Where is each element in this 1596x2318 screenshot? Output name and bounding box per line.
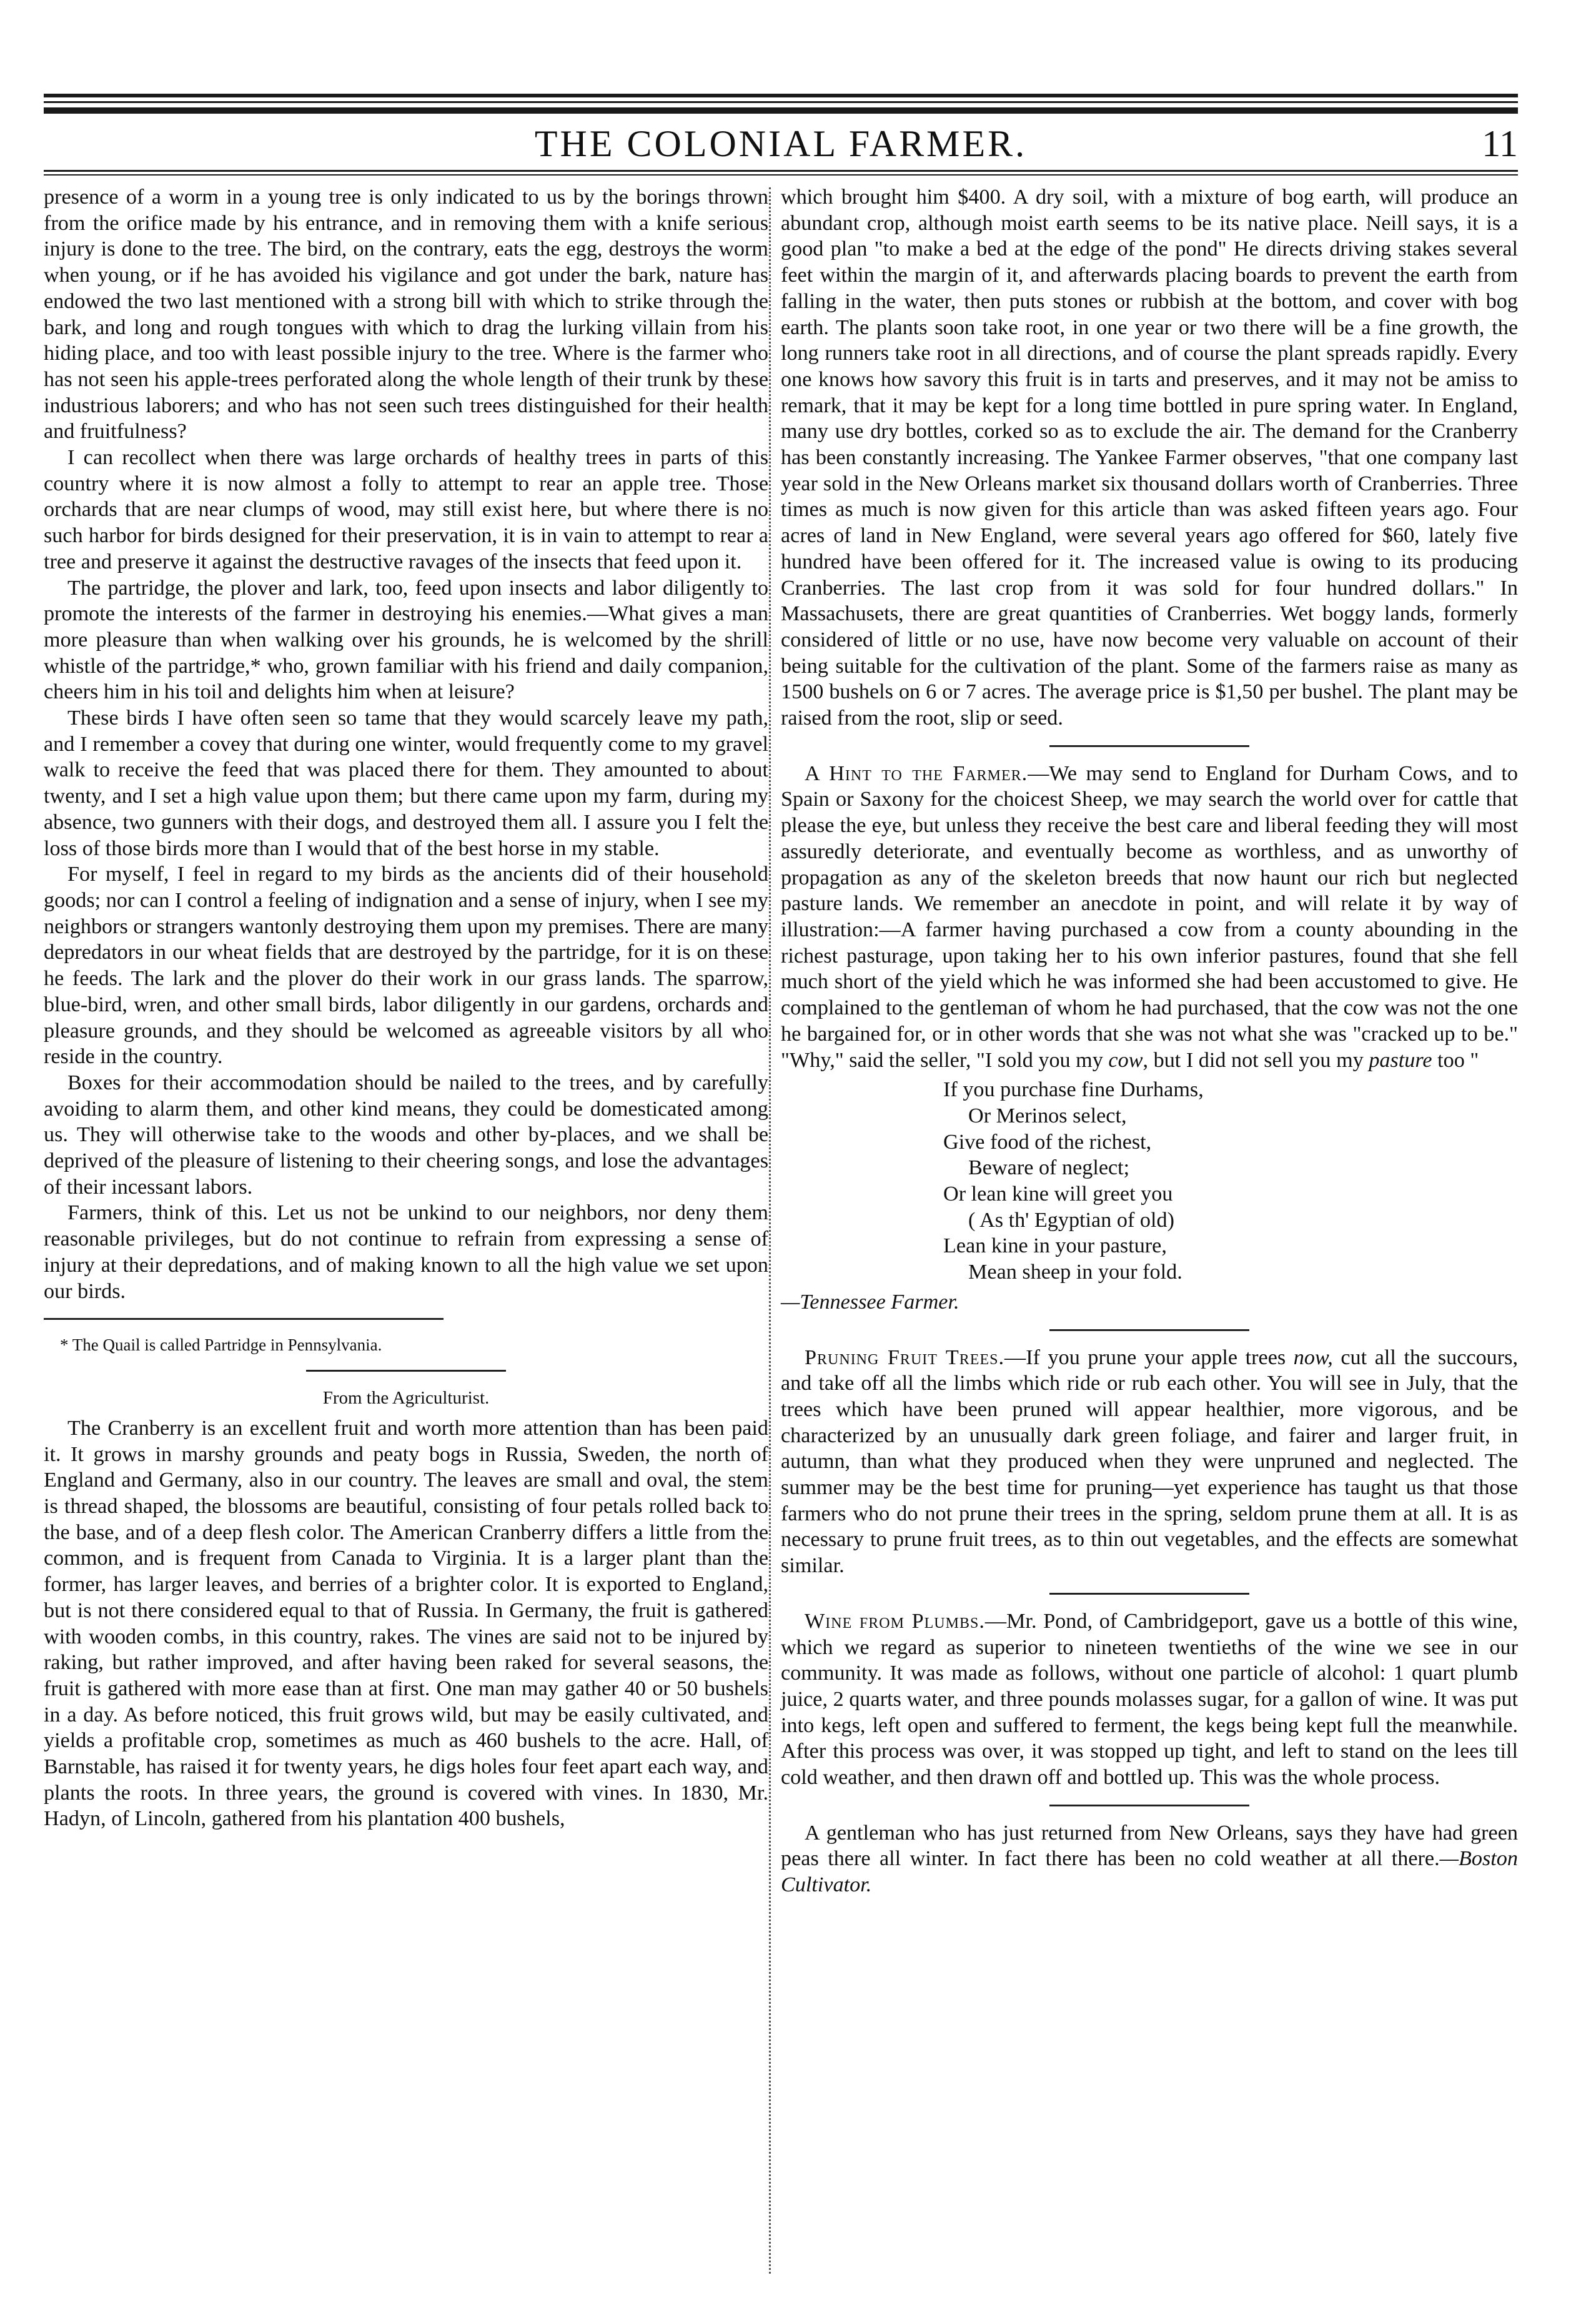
header-rule [44, 170, 1518, 172]
poem-line: Beware of neglect; [968, 1156, 1130, 1180]
poem-line: If you purchase fine Durhams, [943, 1078, 1204, 1102]
article-birds-paragraph: These birds I have often seen so tame that they would scarcely leave my path, and I remember a covey that during one winter, would frequently come to my gravel walk to receive the feed that was placed there for them. They amounted to about twenty, and I set a high value upon them; but there came upon my farm, during my absence, two gunners with their dogs, and destroyed them all. I assure you I felt the loss of those birds more than I would that of the best horse in my stable. [44, 706, 768, 860]
poem-line: Or lean kine will greet you [943, 1182, 1173, 1206]
article-cranberry-continued: which brought him $400. A dry soil, with a mixture of bog earth, will produce an abundant crop, although moist earth seems to be its native place. Neill says, it is a good plan "to make a bed at the edge of the pond" He directs driving stakes several feet within the margin of it, and afterwards placing boards to prevent the earth from falling in the water, then puts stones or rubbish at the bottom, and cover with bog earth. The plants soon take root, in one year or two there will be a fine growth, the long runners take root in all directions, and of course the plant spreads rapidly. Every one knows how savory this fruit is in tarts and preserves, and it may not be amiss to remark, that it may be kept for a long time bottled in pure spring water. In England, many use dry bottles, corked so as to exclude the air. The demand for the Cranberry has been constantly increasing. The Yankee Farmer observes, "that one company last year sold in the New Orleans market six thousand dollars worth of Cranberries. Three times as much is now given for this article than was asked fifteen years ago. Four acres of land in New England, were several years ago offered for $60, lately five hundred have been offered for it. The increased value is owing to its producing Cranberries. The last crop from it was sold for four hundred dollars." In Massachusets, there are great quantities of Cranberries. Wet boggy lands, formerly considered of little or no use, have now become very valuable on account of their being suitable for the cultivation of the plant. Some of the farmers raise as many as 1500 bushels on 6 or 7 acres. The average price is $1,50 per bushel. The plant may be raised from the root, slip or seed. [781, 186, 1518, 730]
poem-line: Mean sheep in your fold. [968, 1261, 1182, 1284]
page-header [44, 119, 1518, 169]
poem-line: Give food of the richest, [943, 1130, 1152, 1154]
header-rule-thin [44, 174, 1518, 176]
article-wine-paragraph: Wine from Plumbs.—Mr. Pond, of Cambridgeport, gave us a bottle of this wine, which we regard as superior to nineteen twentieths of the wine we see in our community. It was made as follows, without one particle of alcohol: 1 quart plumb juice, 2 quarts water, and three pounds molasses sugar, for a gallon of wine. It was put into kegs, left open and suffered to ferment, the kegs being kept full the meanwhile. After this process was over, it was stopped up tight, and left to stand on the lees till cold weather, and then drawn off and bottled up. This was the whole process. [781, 1609, 1518, 1790]
article-peas-paragraph: A gentleman who has just returned from New Orleans, says they have had green peas there all winter. In fact there has been no cold weather at all there.—Boston Cultivator. [781, 1821, 1518, 1897]
page-number: 11 [1482, 123, 1518, 164]
poem-line: Lean kine in your pasture, [943, 1234, 1167, 1258]
section-rule [1049, 745, 1249, 747]
poem-credit: —Tennessee Farmer. [781, 1290, 959, 1314]
article-birds-paragraph: Farmers, think of this. Let us not be unkind to our neighbors, nor deny them reasonable privileges, but do not continue to refrain from expressing a sense of injury at their depredations, and of making known to all the high value we set upon our birds. [44, 1201, 768, 1303]
page-title: THE COLONIAL FARMER. [534, 123, 1028, 164]
article-birds-paragraph: For myself, I feel in regard to my birds as the ancients did of their household goods; nor can I control a feeling of indignation and a sense of injury, when I see my neighbors or strangers wantonly destroying them upon my premises. There are many depredators in our wheat fields that are destroyed by the partridge, for it is on these he feeds. The lark and the plover do their work in our grass lands. The sparrow, blue-bird, wren, and other small birds, labor diligently in our gardens, orchards and pleasure grounds, and they should be welcomed as agreeable visitors by all who reside in the country. [44, 863, 768, 1069]
article-peas-credit: —Boston Cultivator. [781, 1847, 1518, 1897]
article-wine-heading: Wine from Plumbs. [805, 1609, 985, 1633]
section-rule [1049, 1805, 1249, 1806]
section-rule [1049, 1329, 1249, 1331]
section-rule [44, 1318, 444, 1320]
masthead-rule-thick [44, 94, 1518, 97]
poem-line: Or Merinos select, [968, 1104, 1127, 1127]
right-column [781, 184, 1518, 1898]
masthead-rule-heavy [44, 107, 1518, 114]
article-hint-paragraph: A Hint to the Farmer.—We may send to England for Durham Cows, and to Spain or Saxony for the choicest Sheep, we may search the world over for cattle that please the eye, but unless they receive the best care and liberal feeding they will most assuredly deteriorate, and eventually become as worthless, and as unworthy of propagation as any of the skeleton breeds that now haunt our rich but neglected pasture lands. We remember an anecdote in point, and will relate it by way of illustration:—A farmer having purchased a cow from a county abounding in the richest pasturage, upon taking her to his own inferior pastures, found that she fell much short of the yield which he was informed she had been accustomed to give. He complained to the gentleman of whom he had purchased, that the cow was not the one he bargained for, or in other words that she was not what she was "cracked up to be." "Why," said the seller, "I sold you my cow, but I did not sell you my pasture too " [781, 761, 1518, 1072]
column-divider [769, 187, 772, 2274]
article-hint-heading: A Hint to the Farmer. [805, 761, 1028, 785]
article-birds-paragraph: I can recollect when there was large orchards of healthy trees in parts of this country where it is now almost a folly to attempt to rear an apple tree. Those orchards that are near clumps of wood, may still exist here, but where there is no such harbor for birds designed for their preservation, it is in vain to attempt to rear a tree and preserve it against the destructive ravages of the insects that feed upon it. [44, 446, 768, 573]
article-pruning-heading: Pruning Fruit Trees. [805, 1345, 1004, 1369]
article-pruning-paragraph: Pruning Fruit Trees.—If you prune your apple trees now, cut all the succours, and take off all the limbs which ride or rub each other. You will see in July, that the trees which have been pruned will appear healthier, more vigorous, and be characterized by an unusually dark green foliage, and fairer and larger fruit, in autumn, than what they produced when they were unpruned and neglected. The summer may be the best time for pruning—yet experience has taught us that those farmers who do not prune their trees in the spring, seldom prune them at all. It is as necessary to prune fruit trees, as to thin out vegetables, and the effects are somewhat similar. [781, 1345, 1518, 1578]
section-rule [306, 1370, 506, 1372]
poem [943, 1077, 1518, 1285]
source-line: From the Agriculturist. [322, 1388, 490, 1409]
footnote: * The Quail is called Partridge in Pennsylvania. [60, 1335, 382, 1355]
article-cranberry-paragraph: The Cranberry is an excellent fruit and worth more attention than has been paid it. It grows in marshy grounds and peaty bogs in Russia, Sweden, the north of England and Germany, also in our country. The leaves are small and oval, the stem is thread shaped, the blossoms are beautiful, consisting of four petals rolled back to the base, and of a deep flesh color. The American Cranberry differs a little from the common, and is frequent from Canada to Virginia. It is a larger plant than the former, has larger leaves, and berries of a brighter color. It is exported to England, but is not there considered equal to that of Russia. In Germany, the fruit is gathered with wooden combs, in this country, rakes. The vines are said not to be injured by raking, but rather improved, and after having been raked for several seasons, the fruit is gathered with more ease than at first. One man may gather 40 or 50 bushels in a day. As before noticed, this fruit grows wild, but may be easily cultivated, and yields a profitable crop, sometimes as much as 460 bushels to the acre. Hall, of Barnstable, has raised it for twenty years, he digs holes four feet apart each way, and plants the roots. In three years, the ground is covered with vines. In 1830, Mr. Hadyn, of Lincoln, gathered from his plantation 400 bushels, [44, 1416, 768, 1831]
article-birds-paragraph: Boxes for their accommodation should be nailed to the trees, and by carefully avoiding to alarm them, and other kind means, they could be domesticated among us. They will otherwise take to the woods and other by-places, and we shall be deprived of the pleasure of listening to their cheering songs, and lose the advantages of their incessant labors. [44, 1071, 768, 1199]
article-birds-paragraph: presence of a worm in a young tree is only indicated to us by the borings thrown from the orifice made by his entrance, and in removing them with a knife serious injury is done to the tree. The bird, on the contrary, eats the egg, destroys the worm when young, or if he has avoided his vigilance and got under the bark, nature has endowed the two last mentioned with a strong bill with which to strike through the bark, and long and rough tongues with which to drag the lurking villain from his hiding place, and too with least possible injury to the tree. Where is the farmer who has not seen his apple-trees perforated along the whole length of their trunk by these industrious laborers; and who has not seen such trees distinguished for their health and fruitfulness? [44, 186, 768, 443]
section-rule [1049, 1593, 1249, 1595]
left-column [44, 184, 768, 1832]
masthead-rule-thin [44, 101, 1518, 103]
poem-line: ( As th' Egyptian of old) [968, 1208, 1174, 1232]
article-birds-paragraph: The partridge, the plover and lark, too, feed upon insects and labor diligently to promote the interests of the farmer in destroying his enemies.—What gives a man more pleasure than when walking over his grounds, he is welcomed by the shrill whistle of the partridge,* who, grown familiar with his friend and daily companion, cheers him in his toil and delights him when at leisure? [44, 576, 768, 704]
